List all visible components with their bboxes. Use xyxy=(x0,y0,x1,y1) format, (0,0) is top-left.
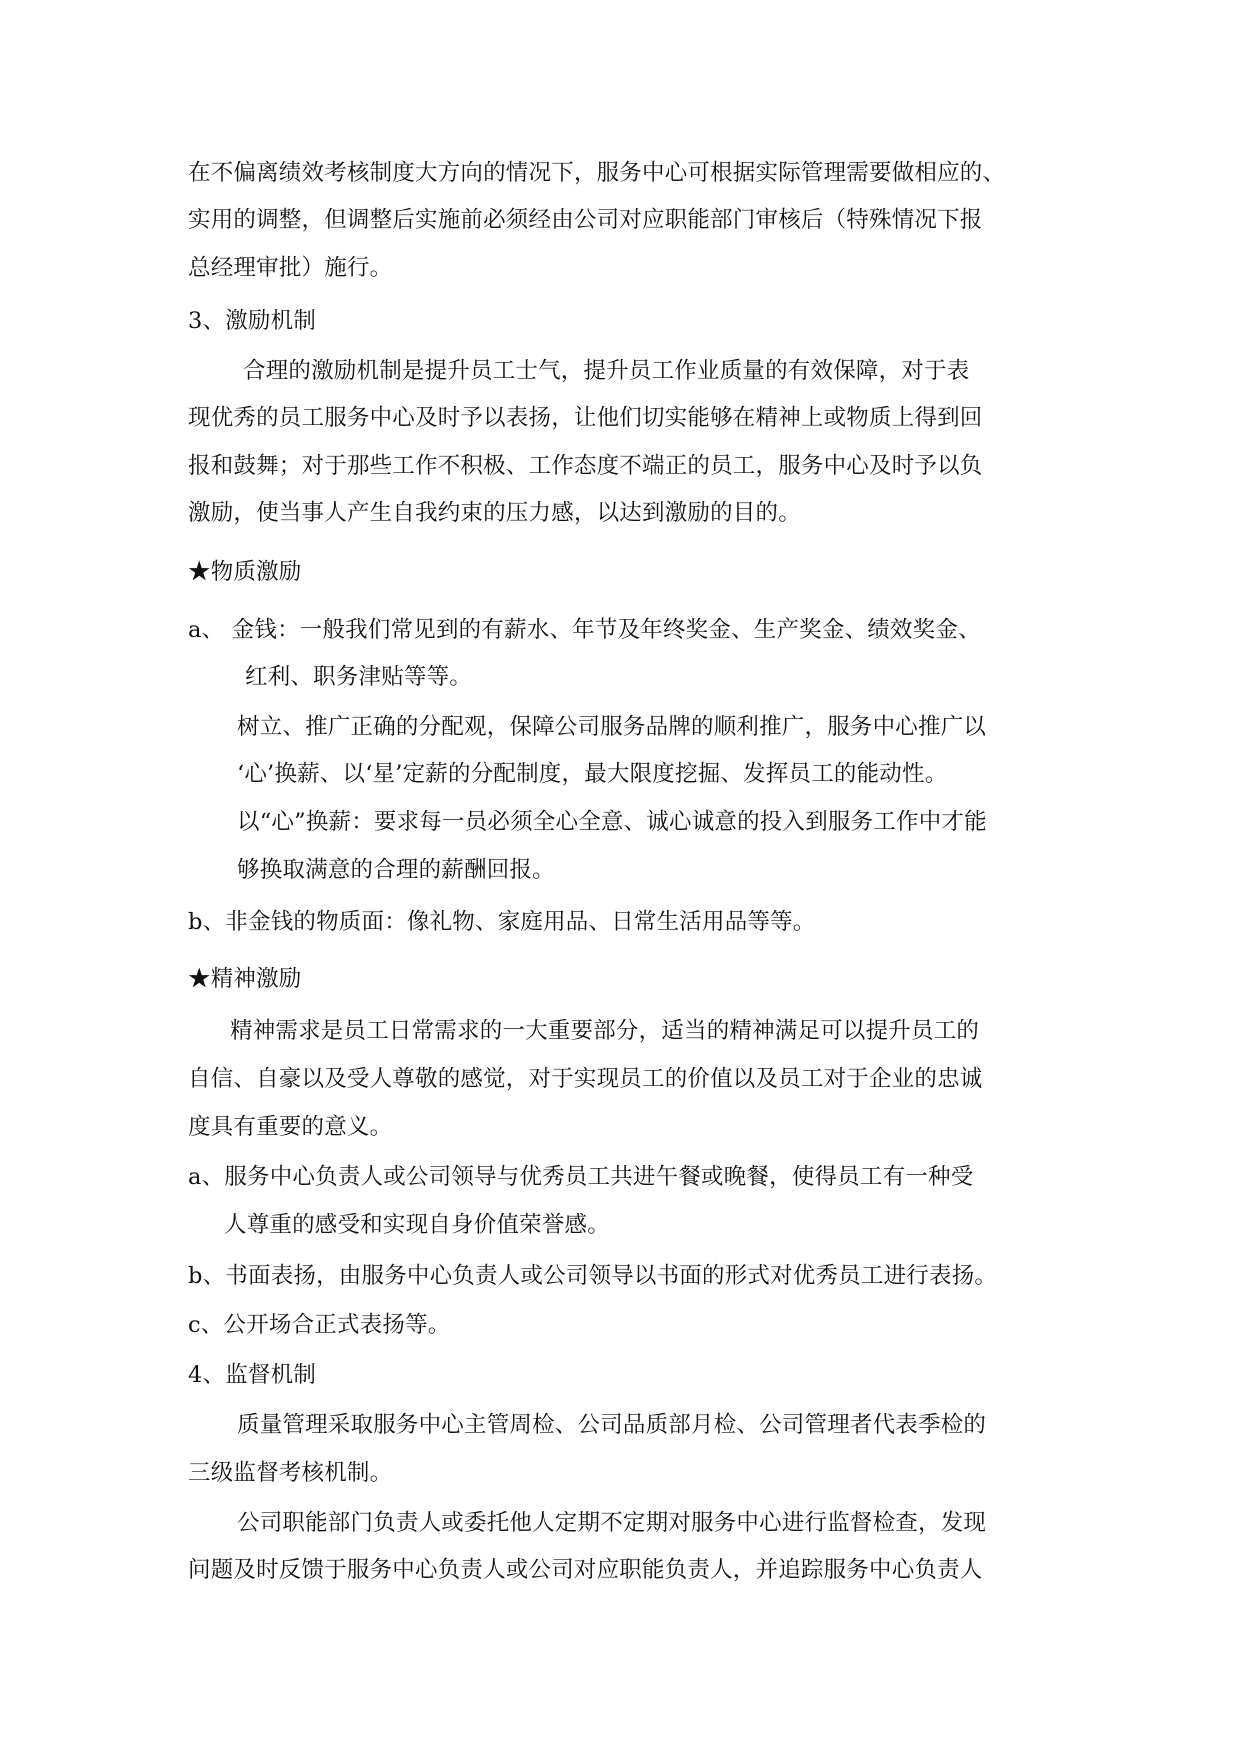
text-line: 度具有重要的意义。 xyxy=(188,1114,393,1140)
section-heading: 3、激励机制 xyxy=(188,308,317,334)
section-heading: 4、监督机制 xyxy=(188,1362,317,1388)
text-line: 问题及时反馈于服务中心负责人或公司对应职能负责人，并追踪服务中心负责人 xyxy=(188,1557,983,1583)
text-line: 合理的激励机制是提升员工士气，提升员工作业质量的有效保障，对于表 xyxy=(243,358,970,384)
subsection-heading: ★精神激励 xyxy=(188,966,302,992)
text-line: 报和鼓舞；对于那些工作不积极、工作态度不端正的员工，服务中心及时予以负 xyxy=(188,453,983,479)
subsection-heading: ★物质激励 xyxy=(188,559,302,585)
text-line: 精神需求是员工日常需求的一大重要部分，适当的精神满足可以提升员工的 xyxy=(230,1018,980,1044)
text-line: 人尊重的感受和实现自身价值荣誉感。 xyxy=(224,1212,610,1238)
text-line: 三级监督考核机制。 xyxy=(188,1460,393,1486)
text-line: 总经理审批）施行。 xyxy=(188,255,393,281)
list-item: a、服务中心负责人或公司领导与优秀员工共进午餐或晚餐，使得员工有一种受 xyxy=(188,1164,974,1190)
text-line: 实用的调整，但调整后实施前必须经由公司对应职能部门审核后（特殊情况下报 xyxy=(188,207,983,233)
text-line: 红利、职务津贴等等。 xyxy=(245,664,473,690)
text-line: 够换取满意的合理的薪酬回报。 xyxy=(237,857,555,883)
text-line: 树立、推广正确的分配观，保障公司服务品牌的顺利推广，服务中心推广以 xyxy=(237,714,987,740)
text-line: 自信、自豪以及受人尊敬的感觉，对于实现员工的价值以及员工对于企业的忠诚 xyxy=(188,1066,983,1092)
text-line: 公司职能部门负责人或委托他人定期不定期对服务中心进行监督检查，发现 xyxy=(237,1510,987,1536)
text-line: ‘心’换薪、以‘星’定薪的分配制度，最大限度挖掘、发挥员工的能动性。 xyxy=(237,761,948,787)
text-line: 在不偏离绩效考核制度大方向的情况下，服务中心可根据实际管理需要做相应的、 xyxy=(188,160,1006,186)
list-item: b、非金钱的物质面：像礼物、家庭用品、日常生活用品等等。 xyxy=(188,909,816,935)
list-item: b、书面表扬，由服务中心负责人或公司领导以书面的形式对优秀员工进行表扬。 xyxy=(188,1263,998,1289)
text-line: 质量管理采取服务中心主管周检、公司品质部月检、公司管理者代表季检的 xyxy=(237,1412,987,1438)
text-line: 以“心”换薪：要求每一员必须全心全意、诚心诚意的投入到服务工作中才能 xyxy=(237,809,987,835)
list-item: a、 金钱：一般我们常见到的有薪水、年节及年终奖金、生产奖金、绩效奖金、 xyxy=(188,617,981,643)
list-item: c、公开场合正式表扬等。 xyxy=(188,1312,451,1338)
text-line: 现优秀的员工服务中心及时予以表扬，让他们切实能够在精神上或物质上得到回 xyxy=(188,405,983,431)
text-line: 激励，使当事人产生自我约束的压力感，以达到激励的目的。 xyxy=(188,500,801,526)
